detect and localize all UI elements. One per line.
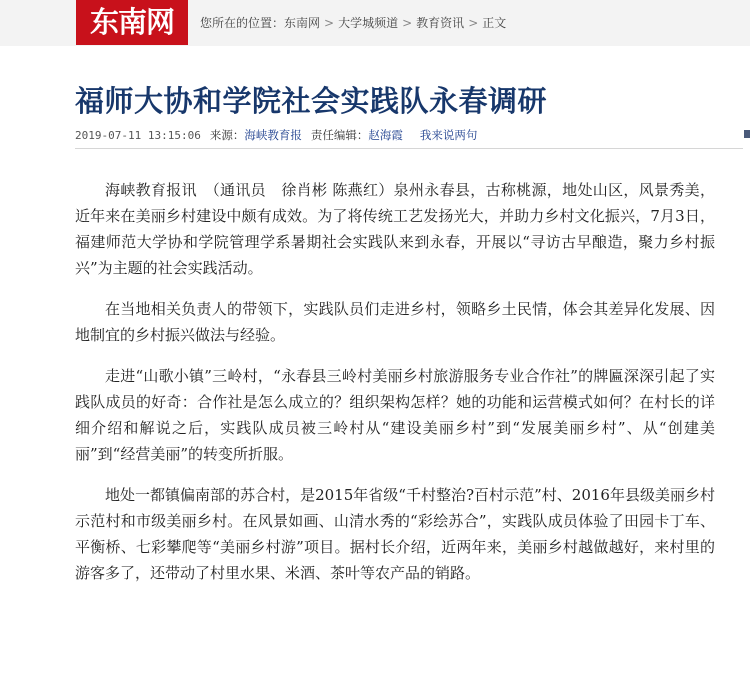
breadcrumb-separator: > [468, 15, 479, 30]
breadcrumb-home-link[interactable]: 东南网 [284, 16, 321, 30]
article-paragraph: 走进“山歌小镇”三岭村，“永春县三岭村美丽乡村旅游服务专业合作社”的牌匾深深引起了实践队成员的好奇：合作社是怎么成立的？组织架构怎样？她的功能和运营模式如何？在村长的详细介绍和解说之后，实践队成员被三岭村从“建设美丽乡村”到“发展美丽乡村”、从“创建美丽”到“经营美丽”的转变所折服。 [75, 367, 715, 463]
editor-name: 赵海霞 [368, 128, 403, 142]
breadcrumb [200, 14, 506, 31]
source-info [210, 127, 302, 143]
article-paragraph: 地处一都镇偏南部的苏合村，是2015年省级“千村整治?百村示范”村、2016年县级美丽乡村示范村和市级美丽乡村。在风景如画、山清水秀的“彩绘苏合”，实践队成员体验了田园卡丁车、平衡桥、七彩攀爬等“美丽乡村游”项目。据村长介绍，近两年来，美丽乡村越做越好，来村里的游客多了，还带动了村里水果、米酒、茶叶等农产品的销路。 [75, 486, 715, 582]
article-meta [75, 127, 477, 143]
article-title: 福师大协和学院社会实践队永春调研 [75, 84, 548, 118]
editor-label: 责任编辑： [310, 128, 369, 142]
article-paragraph: 海峡教育报讯 （通讯员 徐肖彬 陈燕红）泉州永春县，古称桃源，地处山区，风景秀美，近年来在美丽乡村建设中颇有成效。为了将传统工艺发扬光大，并助力乡村文化振兴，7月3日，福建师范大学协和学院管理学系暑期社会实践队来到永春，开展以“寻访古早酿造，聚力乡村振兴”为主题的社会实践活动。 [75, 181, 715, 277]
site-header [0, 0, 750, 46]
share-tab-icon[interactable] [744, 130, 750, 138]
breadcrumb-current: 正文 [482, 16, 507, 30]
comment-link[interactable]: 我来说两句 [419, 128, 478, 142]
breadcrumb-category-link[interactable]: 教育资讯 [416, 16, 465, 30]
breadcrumb-prefix: 您所在的位置： [200, 16, 285, 30]
editor-info [311, 127, 403, 143]
site-logo[interactable]: 东南网 [76, 0, 188, 45]
breadcrumb-separator: > [402, 15, 413, 30]
meta-divider [75, 148, 743, 149]
article-paragraph: 在当地相关负责人的带领下，实践队员们走进乡村，领略乡土民情，体会其差异化发展、因地制宜的乡村振兴做法与经验。 [75, 300, 715, 344]
breadcrumb-separator: > [324, 15, 335, 30]
breadcrumb-channel-link[interactable]: 大学城频道 [338, 16, 399, 30]
source-label: 来源： [209, 128, 245, 142]
publish-datetime: 2019-07-11 13:15:06 [75, 128, 201, 142]
article-body [75, 177, 715, 601]
source-link[interactable]: 海峡教育报 [244, 128, 302, 142]
